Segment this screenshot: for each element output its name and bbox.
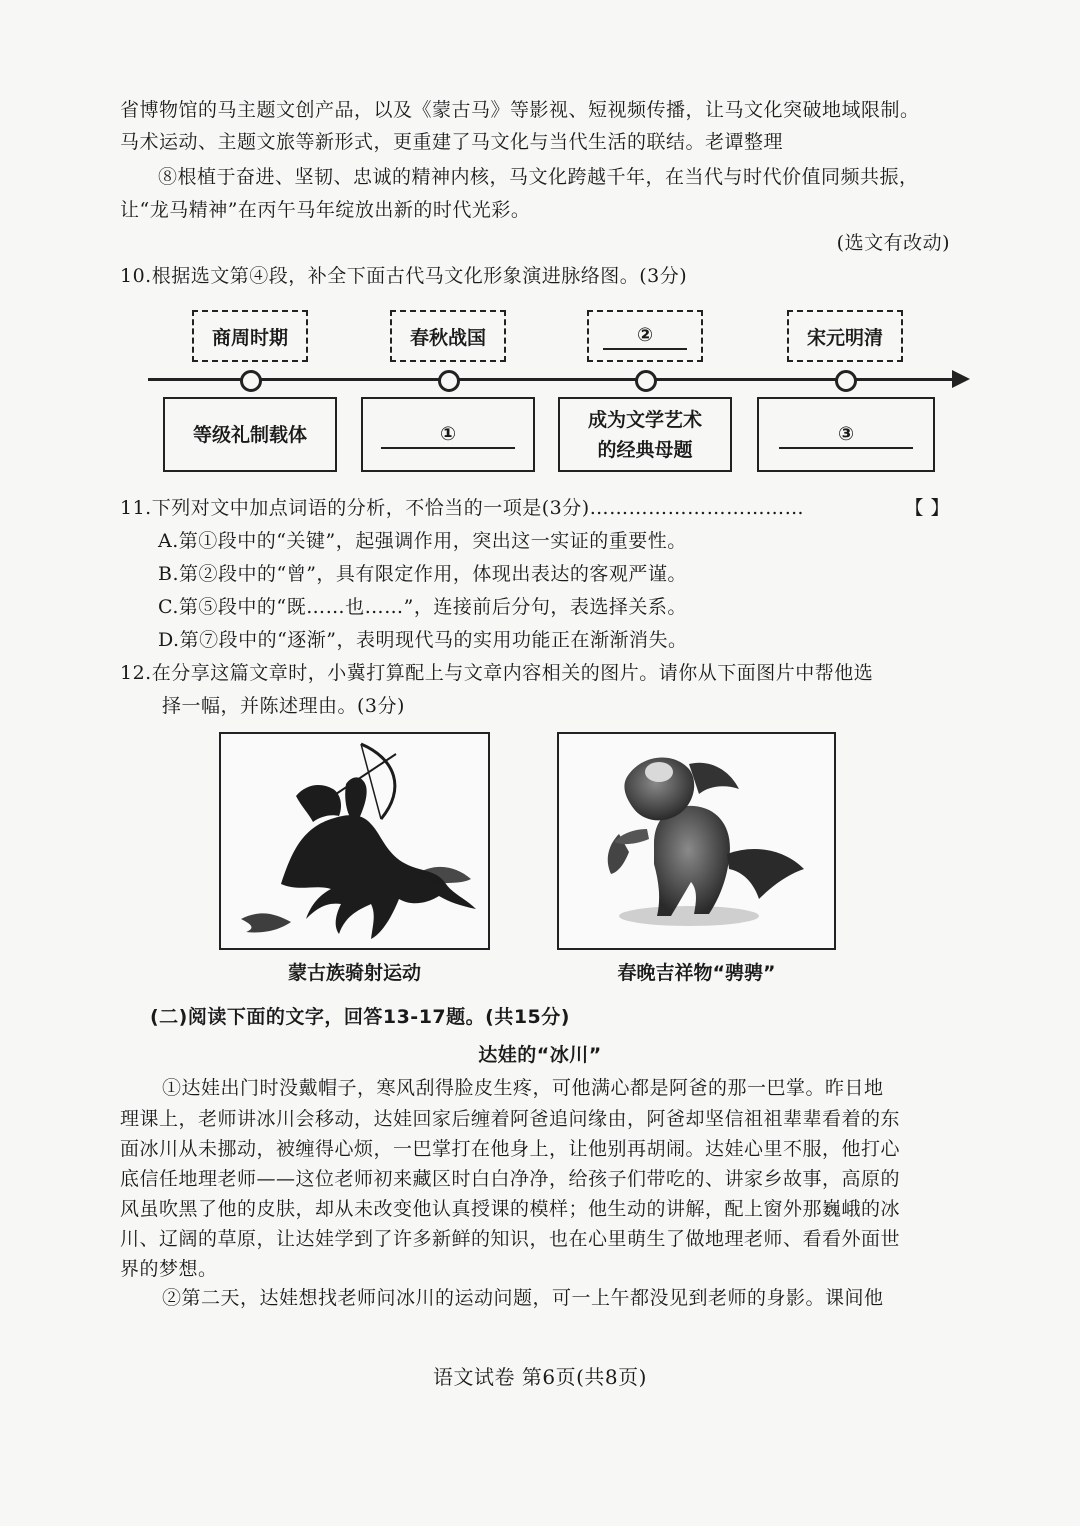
- story-line: 理课上，老师讲冰川会移动，达娃回家后缠着阿爸追问缘由，阿爸却坚信祖祖辈辈看着的东: [120, 1108, 901, 1130]
- timeline-node: [635, 370, 657, 392]
- story-line: 底信任地理老师——这位老师初来藏区时白白净净，给孩子们带吃的、讲家乡故事，高原的: [120, 1168, 901, 1190]
- era-box-songyuan: 宋元明清: [787, 310, 903, 362]
- story-line: 风虽吹黑了他的皮肤，却从未改变他认真授课的模样；他生动的讲解，配上窗外那巍峨的冰: [120, 1198, 901, 1220]
- timeline-node: [240, 370, 262, 392]
- timeline-node: [835, 370, 857, 392]
- paragraph-line: 省博物馆的马主题文创产品，以及《蒙古马》等影视、短视频传播，让马文化突破地域限制。: [120, 99, 920, 121]
- section-2-heading: (二)阅读下面的文字，回答13-17题。(共15分): [150, 1006, 570, 1028]
- story-line: ①达娃出门时没戴帽子，寒风刮得脸皮生疼，可他满心都是阿爸的那一巴掌。昨日地: [162, 1077, 884, 1099]
- timeline-diagram: [0, 300, 1080, 480]
- arrow-head-icon: [952, 370, 970, 388]
- desc-box-blank-3: [757, 397, 935, 472]
- question-11: [120, 493, 950, 523]
- question-12: 择一幅，并陈述理由。(3分): [162, 695, 405, 717]
- archer-on-horse-icon: [221, 734, 488, 948]
- option-a: A.第①段中的“关键”，起强调作用，突出这一实证的重要性。: [158, 530, 687, 552]
- pony-mascot-icon: [559, 734, 834, 948]
- question-10: 10.根据选文第④段，补全下面古代马文化形象演进脉络图。(3分): [120, 265, 688, 287]
- option-d: D.第⑦段中的“逐渐”，表明现代马的实用功能正在渐渐消失。: [158, 629, 688, 651]
- answer-bracket: 【 】: [904, 497, 950, 519]
- story-title: 达娃的“冰川”: [478, 1044, 602, 1066]
- desc-line: 的经典母题: [597, 438, 693, 461]
- right-image-caption: 春晚吉祥物“骋骋”: [617, 962, 776, 984]
- option-c: C.第⑤段中的“既……也……”，连接前后分句，表选择关系。: [158, 596, 687, 618]
- question-11-stem: 11.下列对文中加点词语的分析，不恰当的一项是(3分)……………………………: [120, 497, 805, 519]
- paragraph-8-line: ⑧根植于奋进、坚韧、忠诚的精神内核，马文化跨越千年，在当代与时代价值同频共振，: [158, 166, 919, 188]
- story-line: 面冰川从未挪动，被缠得心烦，一巴掌打在他身上，让他别再胡闹。达娃心里不服，他打心: [120, 1138, 901, 1160]
- option-b: B.第②段中的“曾”，具有限定作用，体现出表达的客观严谨。: [158, 563, 687, 585]
- source-note: (选文有改动): [836, 232, 950, 254]
- era-box-shangzhou: 商周时期: [192, 310, 308, 362]
- desc-box-1: 等级礼制载体: [163, 397, 337, 472]
- story-line: 川、辽阔的草原，让达娃学到了许多新鲜的知识，也在心里萌生了做地理老师、看看外面世: [120, 1228, 901, 1250]
- desc-box-3: [558, 397, 732, 472]
- question-12: 12.在分享这篇文章时，小冀打算配上与文章内容相关的图片。请你从下面图片中帮他选: [120, 662, 874, 684]
- desc-line: 成为文学艺术: [587, 408, 702, 431]
- era-box-chunqiu: 春秋战国: [390, 310, 506, 362]
- story-line: ②第二天，达娃想找老师问冰川的运动问题，可一上午都没见到老师的身影。课间他: [162, 1287, 884, 1309]
- era-box-blank-2: [587, 310, 703, 362]
- left-image-caption: 蒙古族骑射运动: [287, 962, 421, 984]
- paragraph-line: 马术运动、主题文旅等新形式，更重建了马文化与当代生活的联结。老谭整理: [120, 131, 784, 153]
- horse-rider-image: [219, 732, 490, 950]
- blank-3: ③: [779, 421, 913, 449]
- paragraph-8-line: 让“龙马精神”在丙午马年绽放出新的时代光彩。: [120, 199, 531, 221]
- blank-1: ①: [381, 421, 515, 449]
- page-footer: 语文试卷 第6页(共8页): [433, 1365, 647, 1389]
- timeline-node: [438, 370, 460, 392]
- blank-2: ②: [603, 322, 687, 350]
- mascot-image: [557, 732, 836, 950]
- story-line: 界的梦想。: [120, 1258, 218, 1280]
- desc-box-blank-1: [361, 397, 535, 472]
